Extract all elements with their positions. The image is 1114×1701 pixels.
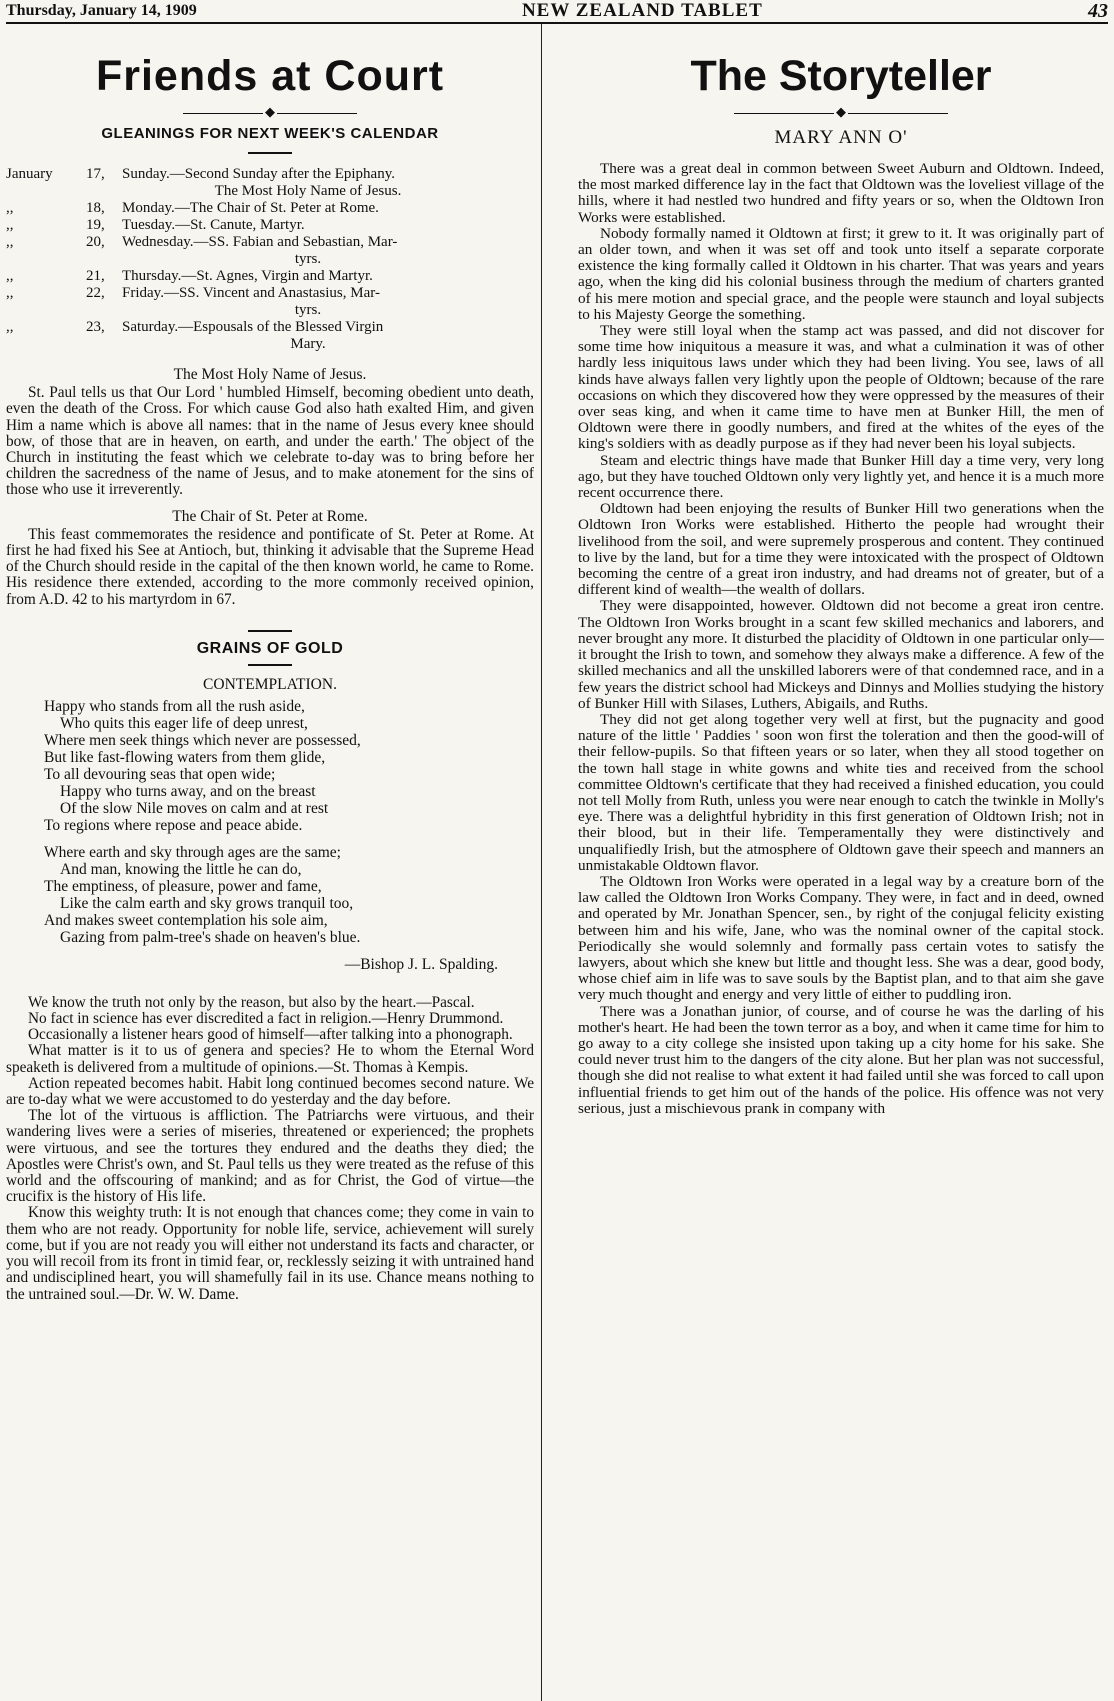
section-text-chair-peter: This feast commemorates the residence and pontificate of St. Peter at Rome. At first he had fixed his See at Antioch, but, thinking it advisable that the Supreme Head of the Church should reside in the capital of the then known world, he came to Rome. His residence there extended, according to the more commonly received opinion, from A.D. 42 to his martyrdom in 67.	[6, 525, 534, 608]
ornament-rule: ◆	[578, 105, 1104, 119]
left-column	[6, 26, 534, 1701]
column-divider	[541, 24, 542, 1701]
calendar-event: Tuesday.—St. Canute, Martyr.	[122, 217, 305, 233]
feast-notes	[6, 367, 534, 608]
quote-paragraph: Occasionally a listener hears good of himself—after talking into a phonograph.	[28, 1026, 513, 1044]
quote-paragraph: Action repeated becomes habit. Habit long continued becomes second nature. We are to-day what we were accustomed to do yesterday and the day before.	[6, 1074, 534, 1109]
calendar-event: Monday.—The Chair of St. Peter at Rome.	[122, 200, 379, 216]
calendar-date: 22,	[86, 285, 105, 301]
header-publication: NEW ZEALAND TABLET	[521, 0, 763, 21]
short-rule	[248, 152, 292, 154]
header-date: Thursday, January 14, 1909	[6, 2, 197, 19]
calendar-month: ,,	[6, 319, 14, 335]
calendar-event-continued: The Most Holy Name of Jesus.	[214, 183, 402, 199]
poem-line: Where men seek things which never are possessed,	[44, 731, 361, 749]
calendar-entry	[6, 166, 534, 183]
poem-line: Happy who stands from all the rush aside,	[44, 697, 305, 715]
calendar-entry	[6, 285, 534, 302]
section-title-holy-name: The Most Holy Name of Jesus.	[173, 366, 367, 383]
poem-line: Like the calm earth and sky grows tranquil too,	[60, 894, 354, 912]
story-body	[578, 161, 1104, 1117]
calendar-month: ,,	[6, 285, 14, 301]
quote-paragraph: No fact in science has ever discredited a fact in religion.—Henry Drummond.	[28, 1010, 504, 1028]
poem-line: Who quits this eager life of deep unrest,	[60, 714, 308, 732]
poem-line: Happy who turns away, and on the breast	[60, 782, 316, 800]
story-paragraph: They did not get along together very well at first, but the pugnacity and good nature of the little ' Paddies ' soon won first the toleration and then the good-will of their fellow-pupils. So that fifteen years or so later, when they all stood together on the town hall stage in white gowns and white ties and received from the school committee Oldtown's certificate that they had received a finished education, you could not tell Molly from Ruth, unless you were near enough to catch the twinkle in Molly's eye. There was a delightful hybridity in this first generation of Oldtown Irish; not in their blood, but in their life. Temperamentally they were distinctively and unqualifiedly Irish, but the atmosphere of Oldtown gave their speech and manners an unmistakable Oldtown flavor.	[578, 710, 1104, 874]
calendar-entry	[6, 319, 534, 336]
story-paragraph: They were disappointed, however. Oldtown did not become a great iron centre. The Oldtown Iron Works brought in a scant few skilled mechanics and laborers, and never brought any more. It disturbed the placidity of Oldtown in one particular only—it brought the Irish to town, and somehow they always make a difference. A few of the skilled mechanics and all the unskilled laborers were of that condemned race, and in a few years the district school had Mickeys and Dinnys and Mollies studying the history of Bunker Hill with Silases, Luthers, Abigails, and Ruths.	[578, 597, 1104, 712]
poem-line: Gazing from palm-tree's shade on heaven's blue.	[60, 928, 361, 946]
short-rule	[248, 664, 292, 666]
calendar-date: 19,	[86, 217, 105, 233]
poem-line: Where earth and sky through ages are the same;	[44, 843, 341, 861]
calendar-date: 17,	[86, 166, 105, 182]
calendar-event-continued: Mary.	[290, 336, 326, 352]
calendar-list	[6, 166, 534, 353]
calendar-date: 23,	[86, 319, 105, 335]
story-title: MARY ANN O'	[774, 127, 908, 148]
calendar-event: Friday.—SS. Vincent and Anastasius, Mar-	[122, 285, 380, 301]
calendar-date: 21,	[86, 268, 105, 284]
poem-attribution: —Bishop J. L. Spalding.	[344, 955, 498, 973]
calendar-month: January	[6, 166, 53, 182]
grains-heading: GRAINS OF GOLD	[196, 639, 344, 657]
calendar-event-continued: tyrs.	[294, 251, 322, 267]
section-text-holy-name: St. Paul tells us that Our Lord ' humbled Himself, becoming obedient unto death, even the death of the Cross. For which cause God also hath exalted Him, and given Him a name which is above all names: that in the name of Jesus every knee should bow, of those that are in heaven, on earth, and under the earth.' The object of the Church in instituting the feast which we celebrate to-day was to bring before her children the sacredness of the name of Jesus, and to make atonement for the sins of those who use it irreverently.	[6, 384, 534, 499]
section-masthead-friends: Friends at Court	[95, 52, 445, 100]
calendar-month: ,,	[6, 217, 14, 233]
section-masthead-storyteller: The Storyteller	[690, 52, 992, 100]
calendar-event: Sunday.—Second Sunday after the Epiphany.	[122, 166, 395, 182]
quote-paragraph: We know the truth not only by the reason, but also by the heart.—Pascal.	[28, 993, 475, 1011]
calendar-month: ,,	[6, 200, 14, 216]
poem-line: The emptiness, of pleasure, power and fame,	[44, 877, 322, 895]
poem-line: But like fast-flowing waters from them glide,	[44, 748, 326, 766]
story-paragraph: There was a Jonathan junior, of course, and of course he was the darling of his mother's heart. He had been the town terror as a boy, and when it came time for him to go away to a city college she insisted upon taking up a city home for his sake. She could never trust him to the dangers of the city alone. But her plan was not successful, though she did not realise to what extent it had failed until she was forced to call upon influential friends to get him out of the hands of the police. His offence was not very serious, just a mischievous prank in company with	[578, 1002, 1104, 1117]
header-page-number: 43	[1087, 0, 1108, 22]
quotes-list	[6, 995, 534, 1303]
story-paragraph: Steam and electric things have made that Bunker Hill day a time very, very long ago, but they have touched Oldtown only very lightly yet, and hence it is a much more recent occurrence there.	[578, 451, 1104, 502]
calendar-entry	[6, 217, 534, 234]
page-header	[6, 0, 1108, 24]
calendar-event: Saturday.—Espousals of the Blessed Virgin	[122, 319, 384, 335]
quote-paragraph: The lot of the virtuous is affliction. The Patriarchs were virtuous, and their wandering lives were a series of miseries, threatened or experienced; the prophets were virtuous, and see the tortures they endured and the deaths they died; the Apostles were Christ's own, and St. Paul tells us they were treated as the refuse of this world and the offscouring of mankind; and as for Christ, the God of virtue—the crucifix is the history of His life.	[6, 1107, 534, 1206]
calendar-date: 20,	[86, 234, 105, 250]
calendar-entry	[6, 268, 534, 285]
poem-title: CONTEMPLATION.	[203, 675, 337, 693]
poem-stanza	[44, 844, 534, 946]
calendar-event: Thursday.—St. Agnes, Virgin and Martyr.	[122, 268, 373, 284]
calendar-event: Wednesday.—SS. Fabian and Sebastian, Mar-	[122, 234, 398, 250]
calendar-date: 18,	[86, 200, 105, 216]
calendar-entry	[6, 200, 534, 217]
ornament-rule: ◆	[6, 105, 534, 119]
quote-paragraph: What matter is it to us of genera and species? He to whom the Eternal Word speaketh is delivered from a multitude of opinions.—St. Thomas à Kempis.	[6, 1042, 534, 1076]
story-paragraph: The Oldtown Iron Works were operated in a legal way by a creature born of the law called the Oldtown Iron Works Company. They were, in fact and in deed, owned and operated by Mr. Jonathan Spencer, sen., by right of the conjugal felicity existing between him and his wife, Jane, who was the nominal owner of the capital stock. Periodically she would solemnly and formally pass certain votes to satisfy the lawyers, about which she knew but little and thought less. She was a dear, good body, whose chief aim in life was to save souls by the Baptist plan, and to that aim she gave very much thought and energy and very little of either to puddling iron.	[578, 872, 1104, 1004]
poem-line: To regions where repose and peace abide.	[44, 816, 303, 834]
story-paragraph: Oldtown had been enjoying the results of Bunker Hill two generations when the Oldtown Iron Works were established. Hitherto the people had wrought their livelihood from the soil, and were supremely prosperous and content. They continued to live by the land, but for a time they were intoxicated with the prospect of Oldtown becoming the centre of a great iron industry, and had dreams not of greater, but of a different kind of wealth—the wealth of dollars.	[578, 500, 1104, 599]
poem-line: And man, knowing the little he can do,	[60, 860, 302, 878]
calendar-subheading: GLEANINGS FOR NEXT WEEK'S CALENDAR	[101, 125, 439, 142]
short-rule	[248, 630, 292, 632]
story-paragraph: They were still loyal when the stamp act was passed, and did not discover for some time how iniquitous a measure it was, and what a culmination it was of other hardly less iniquitous laws under which they had been living. You see, laws of all kinds have always fallen very lightly upon the people of Oldtown; because of the rare occasions on which they discovered how they were oppressed by the measures of their over seas king, and when it came time to have men at Bunker Hill, the men of Oldtown were there in goodly numbers, and fired at the whites of the eyes of the king's soldiers with as deadly purpose as if they had never been his loyal subjects.	[578, 322, 1104, 453]
story-paragraph: Nobody formally named it Oldtown at first; it grew to it. It was originally part of an older town, and when it was set off and took unto itself a separate corporate existence the king formally called it Oldtown in his charter. That was years and years ago, when the king did his colonial business through the medium of charters granted of his mere motion and special grace, and the people were staunch and loyal subjects to his Majesty George the something.	[578, 224, 1104, 323]
calendar-month: ,,	[6, 268, 14, 284]
section-title-chair-peter: The Chair of St. Peter at Rome.	[172, 507, 368, 525]
calendar-entry	[6, 234, 534, 251]
poem-line: And makes sweet contemplation his sole aim,	[44, 911, 328, 929]
poem	[6, 698, 534, 973]
poem-line: Of the slow Nile moves on calm and at rest	[60, 799, 329, 817]
poem-stanza	[44, 698, 534, 834]
quote-paragraph: Know this weighty truth: It is not enough that chances come; they come in vain to them who are not ready. Opportunity for noble life, service, achievement will surely come, but if you are not ready you will either not understand its facts and character, or you will recoil from its front in timid fear, or, recklessly seizing it with untrained hand and undisciplined heart, you will shamefully fail in its use. Chance means nothing to the untrained soul.—Dr. W. W. Dame.	[6, 1204, 534, 1303]
right-column	[578, 26, 1104, 1701]
story-paragraph: There was a great deal in common between Sweet Auburn and Oldtown. Indeed, the most marked difference lay in the fact that Oldtown was the loveliest village of the hills, where it had nestled two hundred and fifty years or so, when the Oldtown Iron Works were established.	[578, 160, 1104, 226]
calendar-month: ,,	[6, 234, 14, 250]
poem-line: To all devouring seas that open wide;	[44, 765, 276, 783]
calendar-event-continued: tyrs.	[294, 302, 322, 318]
